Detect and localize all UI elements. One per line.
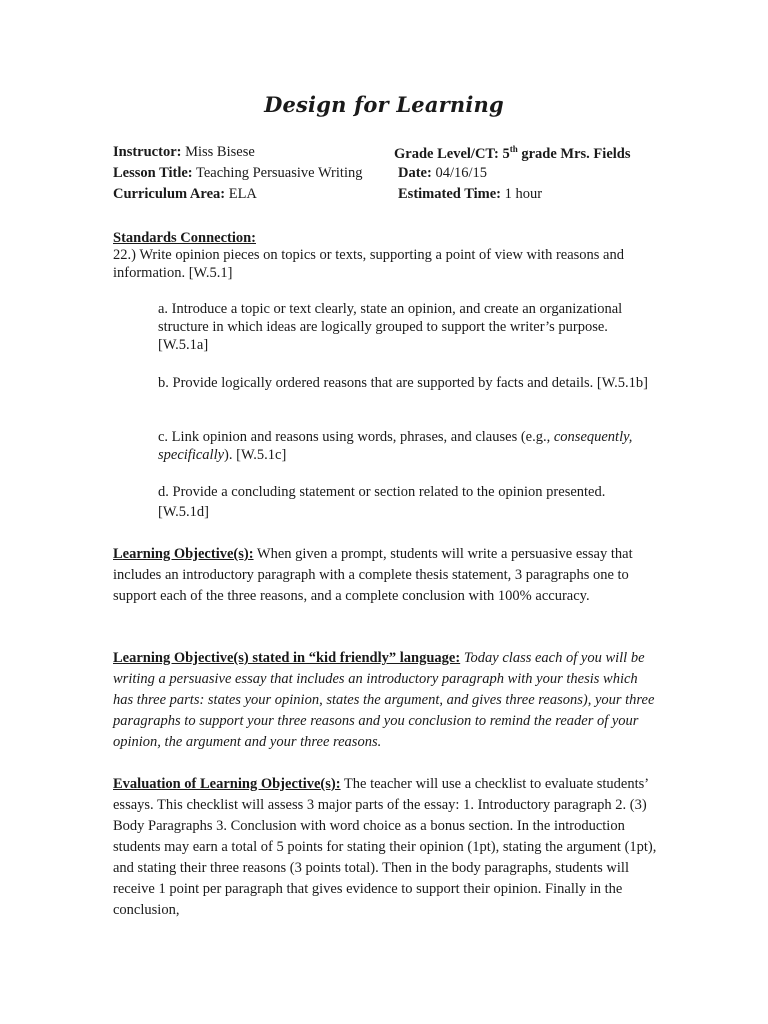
lesson-label: Lesson Title: bbox=[113, 165, 193, 181]
standard-d: d. Provide a concluding statement or section related to the opinion presented. [W.5.1d] bbox=[158, 484, 606, 520]
instructor-label: Instructor: bbox=[113, 144, 182, 160]
standards-intro: 22.) Write opinion pieces on topics or texts, supporting a point of view with reasons and information. [W.5.1] bbox=[113, 247, 624, 281]
standards-heading: Standards Connection: bbox=[113, 230, 257, 246]
objective-paragraph bbox=[113, 544, 658, 607]
evaluation-paragraph bbox=[113, 774, 658, 921]
document-title: Design for Learning bbox=[264, 92, 504, 117]
curriculum-value: ELA bbox=[228, 186, 257, 202]
lesson-value: Teaching Persuasive Writing bbox=[196, 165, 363, 181]
evaluation-text: The teacher will use a checklist to evaluate students’ essays. This checklist will assess 3 major parts of the essay: 1. Introductory paragraph 2. (3) Body Paragraphs 3. Conclusion with word choice as a bonus section. In the introduction students may earn a total of 5 points for stating their opinion (1pt), stating the argument (1pt), and stating their three reasons (3 points total). Then in the body paragraphs, students will receive 1 point per paragraph that gives evidence to support their opinion. Finally in the conclusion, bbox=[113, 776, 657, 918]
curriculum-label: Curriculum Area: bbox=[113, 186, 226, 202]
date-label: Date: bbox=[398, 165, 432, 181]
time-value: 1 hour bbox=[504, 186, 543, 202]
objective-text: When given a prompt, students will write a persuasive essay that includes an introductory paragraph with a complete thesis statement, 3 paragraphs one to support each of the three reasons, and a complete conclusion with 100% accuracy. bbox=[113, 546, 633, 604]
date-row bbox=[398, 165, 487, 182]
curriculum-row bbox=[113, 186, 257, 203]
standard-c: c. Link opinion and reasons using words, phrases, and clauses (e.g., consequently, specifically). [W.5.1c] bbox=[158, 429, 633, 463]
evaluation-heading: Evaluation of Learning Objective(s): bbox=[113, 776, 341, 792]
time-label: Estimated Time: bbox=[398, 186, 501, 202]
kid-friendly-paragraph bbox=[113, 648, 658, 753]
kid-friendly-heading: Learning Objective(s) stated in “kid friendly” language: bbox=[113, 650, 461, 666]
grade-row bbox=[394, 144, 631, 163]
standard-a: a. Introduce a topic or text clearly, state an opinion, and create an organizational structure in which ideas are logically grouped to support the writer’s purpose. [W.5.1a] bbox=[158, 301, 623, 353]
lesson-row bbox=[113, 165, 362, 182]
date-value: 04/16/15 bbox=[435, 165, 488, 181]
standard-b: b. Provide logically ordered reasons that are supported by facts and details. [W.5.1b] bbox=[158, 375, 648, 391]
time-row bbox=[398, 186, 542, 203]
instructor-value: Miss Bisese bbox=[185, 144, 255, 160]
instructor-row bbox=[113, 144, 255, 161]
objective-heading: Learning Objective(s): bbox=[113, 546, 254, 562]
kid-friendly-text: Today class each of you will be writing a persuasive essay that includes an introductory paragraph with your thesis which has three parts: states your opinion, states the argument, and gives three reasons), your three paragraphs to support your three reasons and you conclusion to remind the reader of your opinion, the argument and your three reasons. bbox=[113, 650, 655, 750]
grade-label: Grade Level/CT: 5th grade Mrs. Fields bbox=[394, 144, 631, 162]
